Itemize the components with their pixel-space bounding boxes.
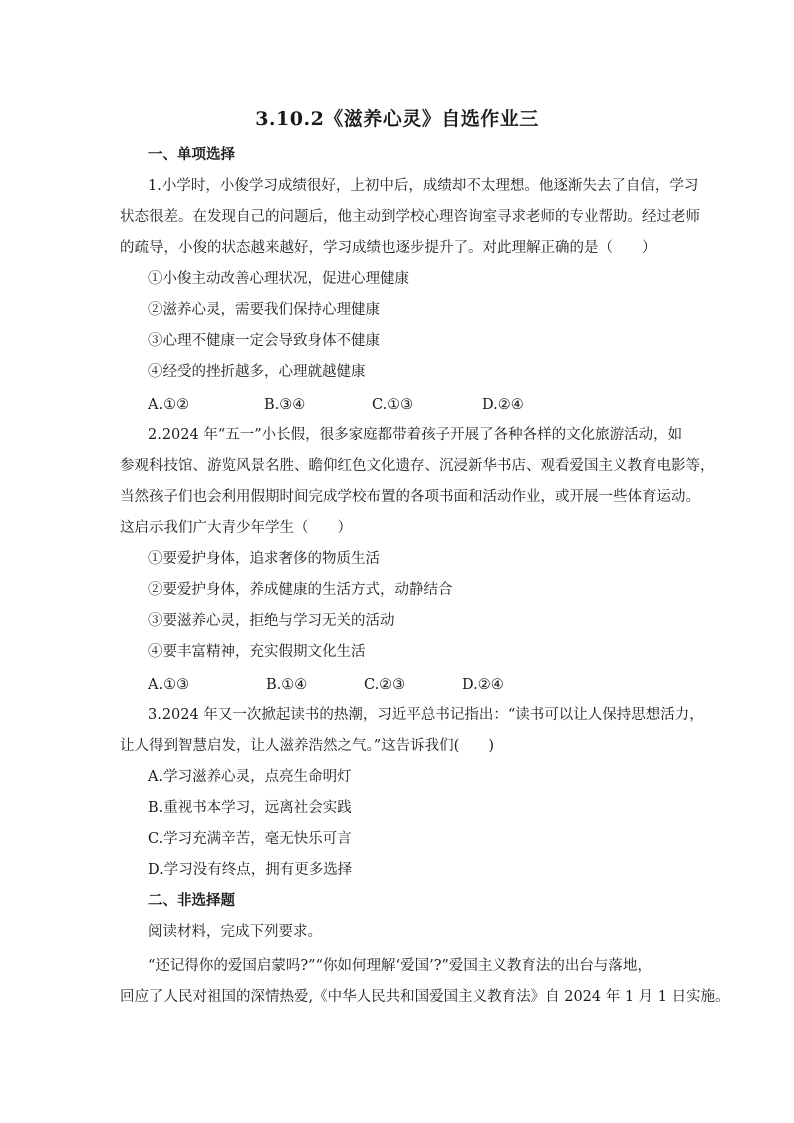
option-d: D.②④: [482, 397, 524, 413]
question-3-option: B.重视书本学习，远离社会实践: [148, 800, 352, 816]
option-b: B.①④: [266, 677, 308, 693]
material-text-line: “还记得你的爱国启蒙吗?”“你如何理解‘爱国’?”爱国主义教育法的出台与落地，: [148, 958, 652, 974]
question-2-text-line: 这启示我们广大青少年学生（ ）: [120, 520, 352, 536]
question-3-text-line: 3.2024 年又一次掀起读书的热潮，习近平总书记指出：“读书可以让人保持思想活力，: [148, 707, 704, 723]
question-1-text-line: 状态很差。在发现自己的问题后，他主动到学校心理咨询室寻求老师的专业帮助。经过老师: [120, 209, 700, 225]
option-b: B.③④: [264, 397, 306, 413]
question-1-text-line: 的疏导，小俊的状态越来越好，学习成绩也逐步提升了。对此理解正确的是（ ）: [120, 240, 657, 256]
question-1-text-line: 1.小学时，小俊学习成绩很好，上初中后，成绩却不太理想。他逐渐失去了自信，学习: [148, 178, 699, 194]
document-title: 3.10.2《滋养心灵》自选作业三: [255, 108, 539, 130]
question-1-statement: ①小俊主动改善心理状况，促进心理健康: [148, 271, 409, 287]
section-heading-non-choice: 二、非选择题: [148, 892, 235, 909]
question-1-statement: ③心理不健康一定会导致身体不健康: [148, 333, 380, 349]
section-heading-single-choice: 一、单项选择: [148, 146, 235, 163]
question-2-statement: ①要爱护身体，追求奢侈的物质生活: [148, 551, 380, 567]
option-a: A.①②: [148, 397, 190, 413]
question-3-text-line: 让人得到智慧启发，让人滋养浩然之气。”这告诉我们( ): [120, 738, 494, 754]
question-3-option: D.学习没有终点，拥有更多选择: [148, 862, 353, 878]
question-3-option: C.学习充满辛苦，毫无快乐可言: [148, 831, 352, 847]
option-d: D.②④: [462, 677, 504, 693]
material-intro: 阅读材料，完成下列要求。: [148, 924, 322, 940]
question-1-statement: ④经受的挫折越多，心理就越健康: [148, 364, 366, 380]
option-c: C.②③: [364, 677, 406, 693]
question-2-statement: ②要爱护身体，养成健康的生活方式，动静结合: [148, 582, 453, 598]
material-text-line: 回应了人民对祖国的深情热爱,《中华人民共和国爱国主义教育法》自 2024 年 1 月 1 日实施。: [120, 989, 730, 1005]
option-a: A.①③: [148, 677, 190, 693]
question-2-statement: ④要丰富精神，充实假期文化生活: [148, 644, 366, 660]
question-1-statement: ②滋养心灵，需要我们保持心理健康: [148, 302, 380, 318]
option-c: C.①③: [372, 397, 414, 413]
question-2-statement: ③要滋养心灵，拒绝与学习无关的活动: [148, 613, 395, 629]
question-2-text-line: 当然孩子们也会利用假期时间完成学校布置的各项书面和活动作业，或开展一些体育运动。: [120, 489, 700, 505]
question-2-text-line: 2.2024 年“五一”小长假，很多家庭都带着孩子开展了各种各样的文化旅游活动，如: [148, 427, 683, 443]
question-3-option: A.学习滋养心灵，点亮生命明灯: [148, 769, 352, 785]
question-2-text-line: 参观科技馆、游览风景名胜、瞻仰红色文化遗存、沉浸新华书店、观看爱国主义教育电影等，: [120, 458, 715, 474]
